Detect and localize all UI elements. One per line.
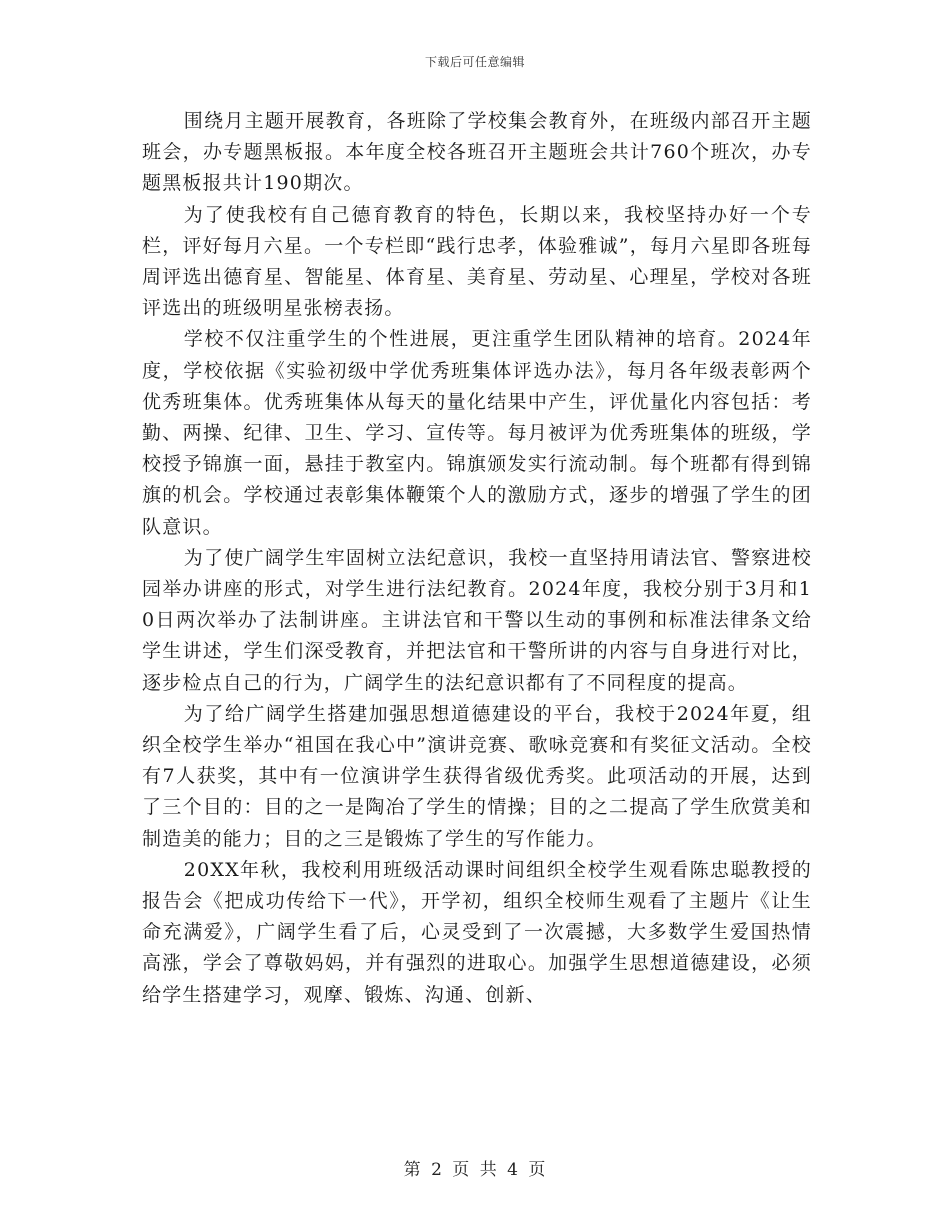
paragraph-speech-contest: 为了给广阔学生搭建加强思想道德建设的平台，我校于2024年夏，组织全校学生举办“祖国在我心中”演讲竞赛、歌咏竞赛和有奖征文活动。全校有7人获奖，其中有一位演讲学生获得省级优秀奖。此项活动的开展，达到了三个目的：目的之一是陶冶了学生的情操；目的之二提高了学生欣赏美和制造美的能力；目的之三是锻炼了学生的写作能力。 [142, 702, 812, 850]
paragraph-legal-education: 为了使广阔学生牢固树立法纪意识，我校一直坚持用请法官、警察进校园举办讲座的形式，对学生进行法纪教育。2024年度，我校分别于3月和10日两次举办了法制讲座。主讲法官和干警以生动的事例和标准法律条文给学生讲述，学生们深受教育，并把法官和干警所讲的内容与自身进行对比，逐步检点自己的行为，广阔学生的法纪意识都有了不同程度的提高。 [142, 546, 812, 694]
page-number-footer: 第 2 页 共 4 页 [403, 1160, 547, 1180]
document-body [142, 106, 812, 1011]
paragraph-team-spirit: 学校不仅注重学生的个性进展，更注重学生团队精神的培育。2024年度，学校依据《实验初级中学优秀班集体评选办法》，每月各年级表彰两个优秀班集体。优秀班集体从每天的量化结果中产生，评优量化内容包括：考勤、两操、纪律、卫生、学习、宣传等。每月被评为优秀班集体的班级，学校授予锦旗一面，悬挂于教室内。锦旗颁发实行流动制。每个班都有得到锦旗的机会。学校通过表彰集体鞭策个人的激励方式，逐步的增强了学生的团队意识。 [142, 328, 812, 538]
paragraph-six-stars: 为了使我校有自己德育教育的特色，长期以来，我校坚持办好一个专栏，评好每月六星。一个专栏即“践行忠孝，体验雅诚”，每月六星即各班每周评选出德育星、智能星、体育星、美育星、劳动星、心理星，学校对各班评选出的班级明星张榜表扬。 [142, 203, 812, 320]
paragraph-class-meetings: 围绕月主题开展教育，各班除了学校集会教育外，在班级内部召开主题班会，办专题黑板报。本年度全校各班召开主题班会共计760个班次，办专题黑板报共计190期次。 [142, 110, 812, 195]
paragraph-report-viewing: 20XX年秋，我校利用班级活动课时间组织全校学生观看陈忠聪教授的报告会《把成功传给下一代》，开学初，组织全校师生观看了主题片《让生命充满爱》，广阔学生看了后，心灵受到了一次震撼，大多数学生爱国热情高涨，学会了尊敬妈妈，并有强烈的进取心。加强学生思想道德建设，必须给学生搭建学习，观摩、锻炼、沟通、创新、 [142, 858, 812, 1006]
page-header: 下载后可任意编辑 [424, 55, 525, 69]
